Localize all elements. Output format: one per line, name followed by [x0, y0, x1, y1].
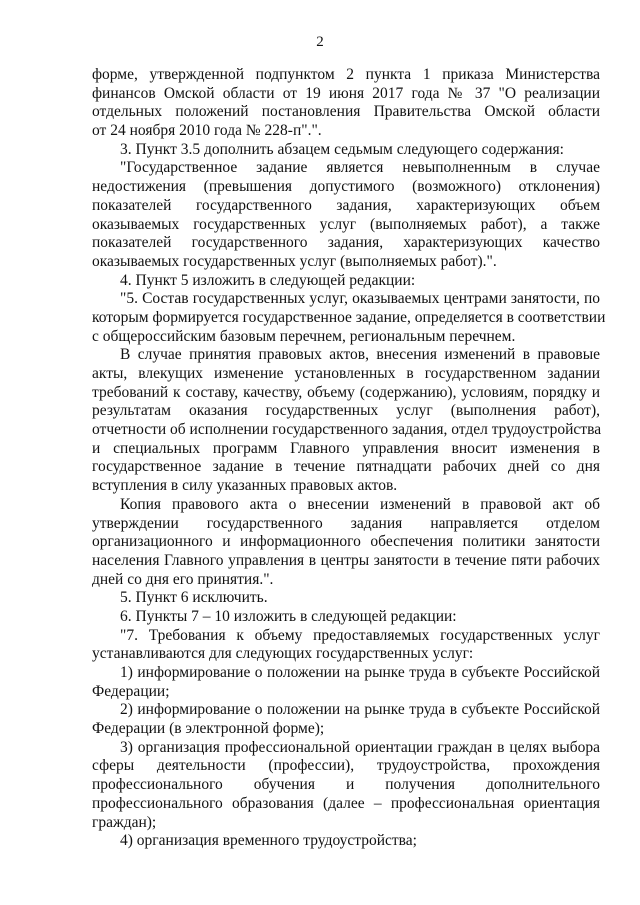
text-line: Федерации; — [92, 682, 170, 700]
text-line: 3) организация профессиональной ориентации граждан в целях выбора — [120, 738, 600, 756]
text-line: отчетности об исполнении государственного задания, отдел трудоустройства — [92, 421, 602, 439]
text-line: 2) информирование о положении на рынке труда в субъекте Российской — [120, 701, 600, 719]
text-line: "5. Состав государственных услуг, оказываемых центрами занятости, по — [120, 290, 600, 308]
text-line: профессионального образования (далее – профессиональная ориентация — [92, 794, 600, 812]
text-line: вступления в силу указанных правовых актов. — [92, 477, 398, 495]
text-line: профессионального обучения и получения дополнительного — [92, 776, 600, 794]
text-line: оказываемых государственных услуг (выполняемых работ), а также — [92, 215, 600, 233]
text-line: 4) организация временного трудоустройства; — [120, 832, 417, 850]
text-line: которым формируется государственное задание, определяется в соответствии — [92, 308, 606, 326]
text-line: 3. Пункт 3.5 дополнить абзацем седьмым следующего содержания: — [120, 140, 564, 158]
text-line: 5. Пункт 6 исключить. — [120, 589, 268, 607]
text-line: утверждении государственного задания направляется отделом — [92, 514, 600, 532]
text-line: показателей государственного задания, характеризующих качество — [92, 234, 600, 252]
text-line: с общероссийским базовым перечнем, региональным перечнем. — [92, 327, 516, 345]
text-line: В случае принятия правовых актов, внесения изменений в правовые — [120, 346, 600, 364]
text-line: результатам оказания государственных услуг (выполнения работ), — [92, 402, 600, 420]
text-line: "7. Требования к объему предоставляемых государственных услуг — [120, 626, 600, 644]
text-line: устанавливаются для следующих государственных услуг: — [92, 645, 474, 663]
text-line: 4. Пункт 5 изложить в следующей редакции: — [120, 271, 416, 289]
text-line: форме, утвержденной подпунктом 2 пункта 1 приказа Министерства — [92, 66, 600, 83]
text-line: акты, влекущих изменение установленных в государственном задании — [92, 365, 600, 382]
text-line: "Государственное задание является невыполненным в случае — [120, 159, 600, 177]
text-line: финансов Омской области от 19 июня 2017 года № 37 "О реализации — [92, 84, 600, 102]
text-line: отдельных положений постановления Правительства Омской области — [92, 103, 600, 121]
text-line: государственное задание в течение пятнадцати рабочих дней со дня — [92, 458, 600, 476]
text-line: 1) информирование о положении на рынке труда в субъекте Российской — [120, 664, 600, 681]
text-line: граждан); — [92, 813, 157, 831]
text-line: показателей государственного задания, характеризующих объем — [92, 196, 600, 214]
document-body — [92, 66, 606, 851]
text-line: сферы деятельности (профессии), трудоустройства, прохождения — [92, 757, 600, 775]
text-line: дней со дня его принятия.". — [92, 570, 274, 588]
text-line: населения Главного управления в центры занятости в течение пяти рабочих — [92, 551, 600, 569]
text-line: Федерации (в электронной форме); — [92, 720, 325, 738]
text-line: недостижения (превышения допустимого (возможного) отклонения) — [92, 178, 600, 196]
text-line: Копия правового акта о внесении изменений в правовой акт об — [120, 495, 600, 513]
text-line: организационного и информационного обеспечения политики занятости — [92, 533, 600, 551]
text-line: оказываемых государственных услуг (выполняемых работ).". — [92, 252, 497, 270]
text-line: от 24 ноября 2010 года № 228-п".". — [92, 122, 322, 140]
text-line: и специальных программ Главного управления вносит изменения в — [92, 439, 600, 457]
text-line: требований к составу, качеству, объему (содержанию), условиям, порядку и — [92, 383, 600, 401]
page-number: 2 — [316, 34, 324, 50]
text-line: 6. Пункты 7 – 10 изложить в следующей редакции: — [120, 607, 457, 625]
